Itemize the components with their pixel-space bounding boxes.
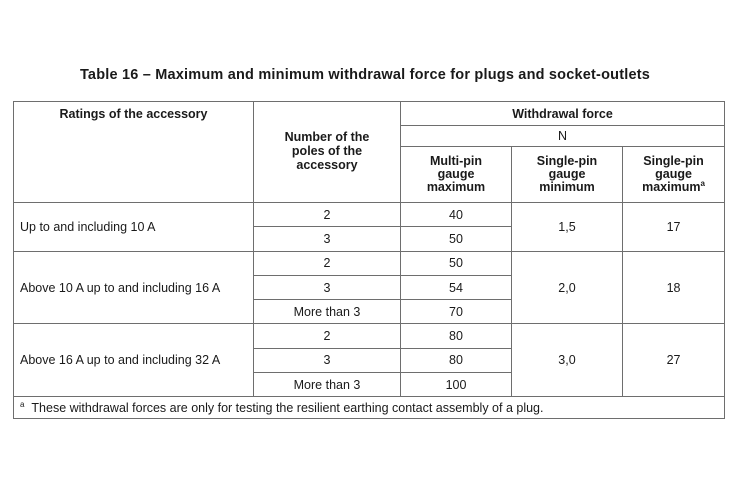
header-multi-pin-line: gauge <box>437 167 475 181</box>
single-pin-max-cell: 27 <box>623 324 725 397</box>
poles-cell: 2 <box>254 324 401 348</box>
header-single-max-line <box>623 178 724 194</box>
header-poles-line: poles of the <box>291 144 363 158</box>
header-poles-line: Number of the <box>284 130 370 144</box>
single-pin-max-cell: 18 <box>623 251 725 324</box>
rating-cell: Up to and including 10 A <box>14 203 254 252</box>
single-pin-min-cell: 2,0 <box>512 251 623 324</box>
single-pin-min-cell: 3,0 <box>512 324 623 397</box>
header-single-max-line: Single-pin <box>643 154 704 168</box>
single-pin-min-cell: 1,5 <box>512 203 623 252</box>
poles-cell: 3 <box>254 275 401 299</box>
multi-pin-cell: 70 <box>401 300 512 324</box>
table-title: Table 16 – Maximum and minimum withdrawal force for plugs and socket-outlets <box>79 67 651 83</box>
footnote-marker: a <box>20 399 25 409</box>
multi-pin-cell: 40 <box>401 203 512 227</box>
multi-pin-cell: 50 <box>401 251 512 275</box>
single-pin-max-cell: 17 <box>623 203 725 252</box>
header-multi-pin-line: Multi-pin <box>429 154 483 168</box>
header-single-pin-max <box>623 147 725 203</box>
rating-cell: Above 10 A up to and including 16 A <box>14 251 254 324</box>
header-multi-pin <box>401 147 512 203</box>
poles-cell: 2 <box>254 203 401 227</box>
header-poles <box>254 102 401 203</box>
rating-cell: Above 16 A up to and including 32 A <box>14 324 254 397</box>
footnote <box>14 397 725 419</box>
header-single-pin-min <box>512 147 623 203</box>
header-ratings: Ratings of the accessory <box>14 102 254 203</box>
header-single-max-line: gauge <box>655 167 692 181</box>
header-withdrawal-force: Withdrawal force <box>401 102 725 126</box>
header-unit: N <box>401 126 725 147</box>
multi-pin-cell: 54 <box>401 275 512 299</box>
withdrawal-force-table <box>13 101 725 419</box>
poles-cell: 3 <box>254 348 401 372</box>
header-single-min-line: minimum <box>539 180 595 194</box>
poles-cell: More than 3 <box>254 300 401 324</box>
poles-cell: 3 <box>254 227 401 251</box>
poles-cell: More than 3 <box>254 373 401 397</box>
multi-pin-cell: 50 <box>401 227 512 251</box>
footnote-reference: a <box>700 178 705 188</box>
header-single-max-text: maximum <box>642 180 701 194</box>
header-single-min-line: gauge <box>548 167 586 181</box>
multi-pin-cell: 100 <box>401 373 512 397</box>
poles-cell: 2 <box>254 251 401 275</box>
header-multi-pin-line: maximum <box>426 180 486 194</box>
footnote-text: These withdrawal forces are only for testing the resilient earthing contact assembly of a plug. <box>31 400 544 415</box>
multi-pin-cell: 80 <box>401 348 512 372</box>
header-single-min-line: Single-pin <box>536 154 598 168</box>
header-poles-line: accessory <box>296 158 358 172</box>
multi-pin-cell: 80 <box>401 324 512 348</box>
